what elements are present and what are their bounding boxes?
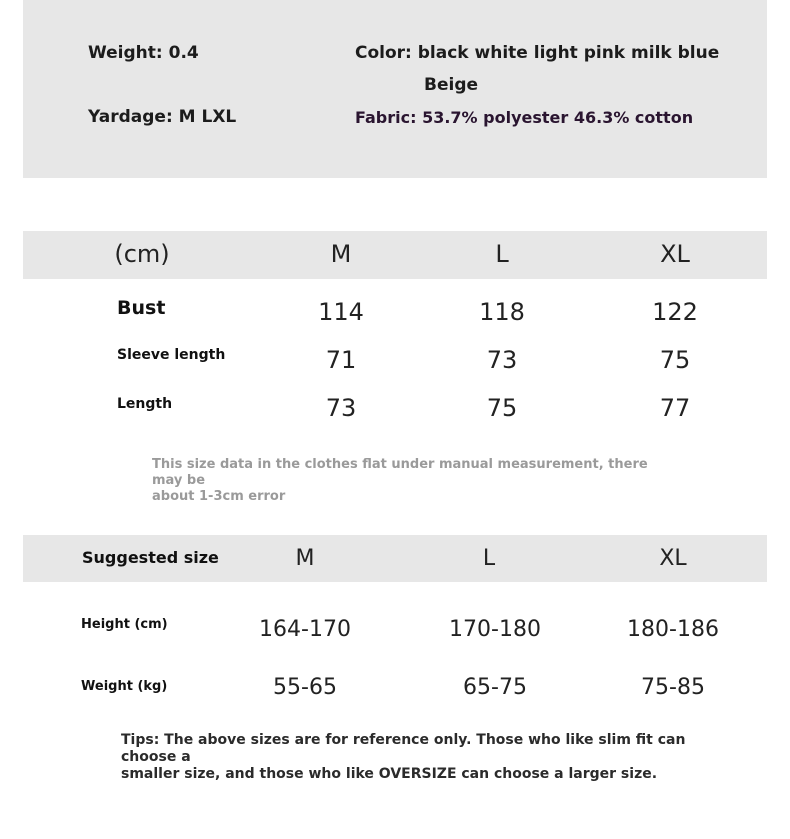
row-label-length: Length [117, 396, 173, 412]
suggested-column-m: M [295, 546, 315, 571]
color-spec-extra: Beige [424, 75, 479, 95]
row-label-sleeve: Sleeve length [117, 347, 226, 363]
suggested-column-xl: XL [659, 546, 687, 571]
weight-l: 65-75 [463, 675, 527, 700]
spec-panel [23, 0, 767, 178]
suggested-column-l: L [482, 546, 496, 571]
measurement-note-line2: about 1-3cm error [152, 489, 286, 504]
measurement-note [152, 457, 672, 505]
color-spec: Color: black white light pink milk blue [355, 43, 720, 63]
measurement-note-line1: This size data in the clothes flat under manual measurement, there may be [152, 457, 648, 488]
length-xl: 77 [659, 394, 691, 422]
weight-m: 55-65 [273, 675, 337, 700]
tips-line1: Tips: The above sizes are for reference only. Those who like slim fit can choose a [121, 732, 686, 765]
bust-l: 118 [479, 298, 525, 326]
row-label-bust: Bust [117, 297, 166, 319]
row-label-weight: Weight (kg) [81, 679, 168, 694]
sleeve-xl: 75 [659, 346, 691, 374]
column-header-l: L [495, 240, 509, 268]
bust-xl: 122 [652, 298, 698, 326]
bust-m: 114 [318, 298, 364, 326]
column-header-m: M [330, 240, 352, 268]
length-l: 75 [486, 394, 518, 422]
sleeve-l: 73 [486, 346, 518, 374]
height-m: 164-170 [259, 617, 351, 642]
length-m: 73 [325, 394, 357, 422]
weight-spec: Weight: 0.4 [88, 43, 199, 63]
height-xl: 180-186 [627, 617, 719, 642]
fabric-spec: Fabric: 53.7% polyester 46.3% cotton [355, 108, 694, 127]
column-header-xl: XL [660, 240, 690, 268]
height-l: 170-180 [449, 617, 541, 642]
sleeve-m: 71 [325, 346, 357, 374]
suggested-size-header: Suggested size [82, 548, 219, 567]
tips-text [121, 732, 721, 783]
weight-xl: 75-85 [641, 675, 705, 700]
row-label-height: Height (cm) [81, 617, 168, 632]
unit-header: (cm) [114, 240, 170, 268]
yardage-spec: Yardage: M LXL [88, 107, 237, 127]
tips-line2: smaller size, and those who like OVERSIZE can choose a larger size. [121, 766, 658, 782]
